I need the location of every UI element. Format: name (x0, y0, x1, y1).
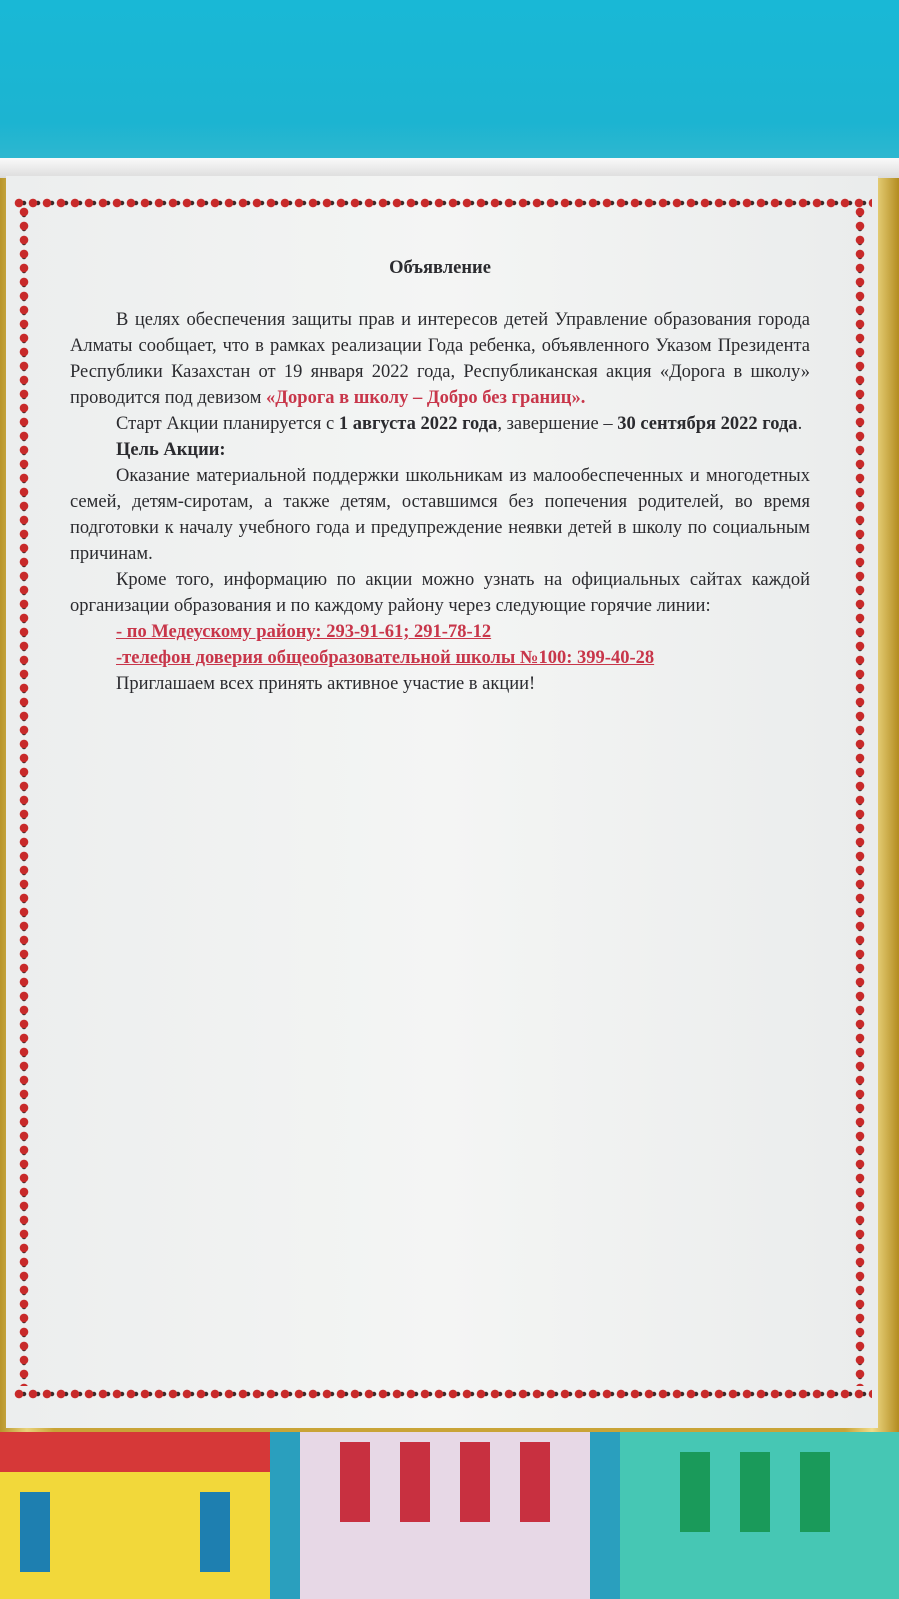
mural-window (680, 1452, 710, 1532)
ornament-border-bottom (14, 1384, 872, 1404)
mural-red-roof (0, 1432, 270, 1472)
campaign-motto: «Дорога в школу – Добро без границ». (266, 388, 586, 408)
notice-title: Объявление (389, 258, 491, 278)
paragraph-intro (70, 307, 810, 411)
mural-window (740, 1452, 770, 1532)
notice-text (70, 255, 810, 697)
mural-window (460, 1442, 490, 1522)
dates-start-text: Старт Акции планируется с (116, 414, 339, 434)
mural-window (520, 1442, 550, 1522)
painted-mural (0, 1432, 899, 1599)
goal-heading: Цель Акции: (116, 440, 226, 460)
start-date: 1 августа 2022 года (338, 414, 498, 434)
closing-invitation: Приглашаем всех принять активное участие в акции! (116, 674, 536, 694)
hotline-medeu: - по Медеускому району: 293-91-61; 291-78-12 (116, 622, 492, 642)
end-date: 30 сентября 2022 года (617, 414, 798, 434)
mural-window (400, 1442, 430, 1522)
mural-window (800, 1452, 830, 1532)
paragraph-goal: Оказание материальной поддержки школьникам из малообеспеченных и многодетных семей, детям-сиротам, а также детям, оставшимся без попечения родителей, во время подготовки к началу учебного года и предупреждение неявки детей в школу по социальным причинам. (70, 466, 810, 564)
paragraph-hotlines: Кроме того, информацию по акции можно узнать на официальных сайтах каждой организации образования и по каждому району через следующие горячие линии: (70, 570, 810, 616)
ornament-border-right (852, 206, 868, 1386)
ornament-border-left (16, 206, 32, 1386)
frame-glass-edge (0, 158, 899, 178)
mural-window (20, 1492, 50, 1572)
paragraph-dates (70, 411, 810, 437)
mural-window (340, 1442, 370, 1522)
dates-mid-text: , завершение – (497, 414, 618, 434)
ornament-border-top (14, 193, 872, 213)
dates-end-text: . (797, 414, 803, 434)
mural-window (200, 1492, 230, 1572)
intro-text: В целях обеспечения защиты прав и интересов детей Управление образования города Алматы сообщает, что в рамках реализации Года ребенка, объявленного Указом Президента Республики Казахстан от 19 января 2022 года, Республиканская акция «Дорога в школу» проводится под девизом (70, 310, 810, 408)
wall-background (0, 0, 899, 175)
hotline-school-100: -телефон доверия общеобразовательной школы №100: 399-40-28 (116, 648, 655, 668)
